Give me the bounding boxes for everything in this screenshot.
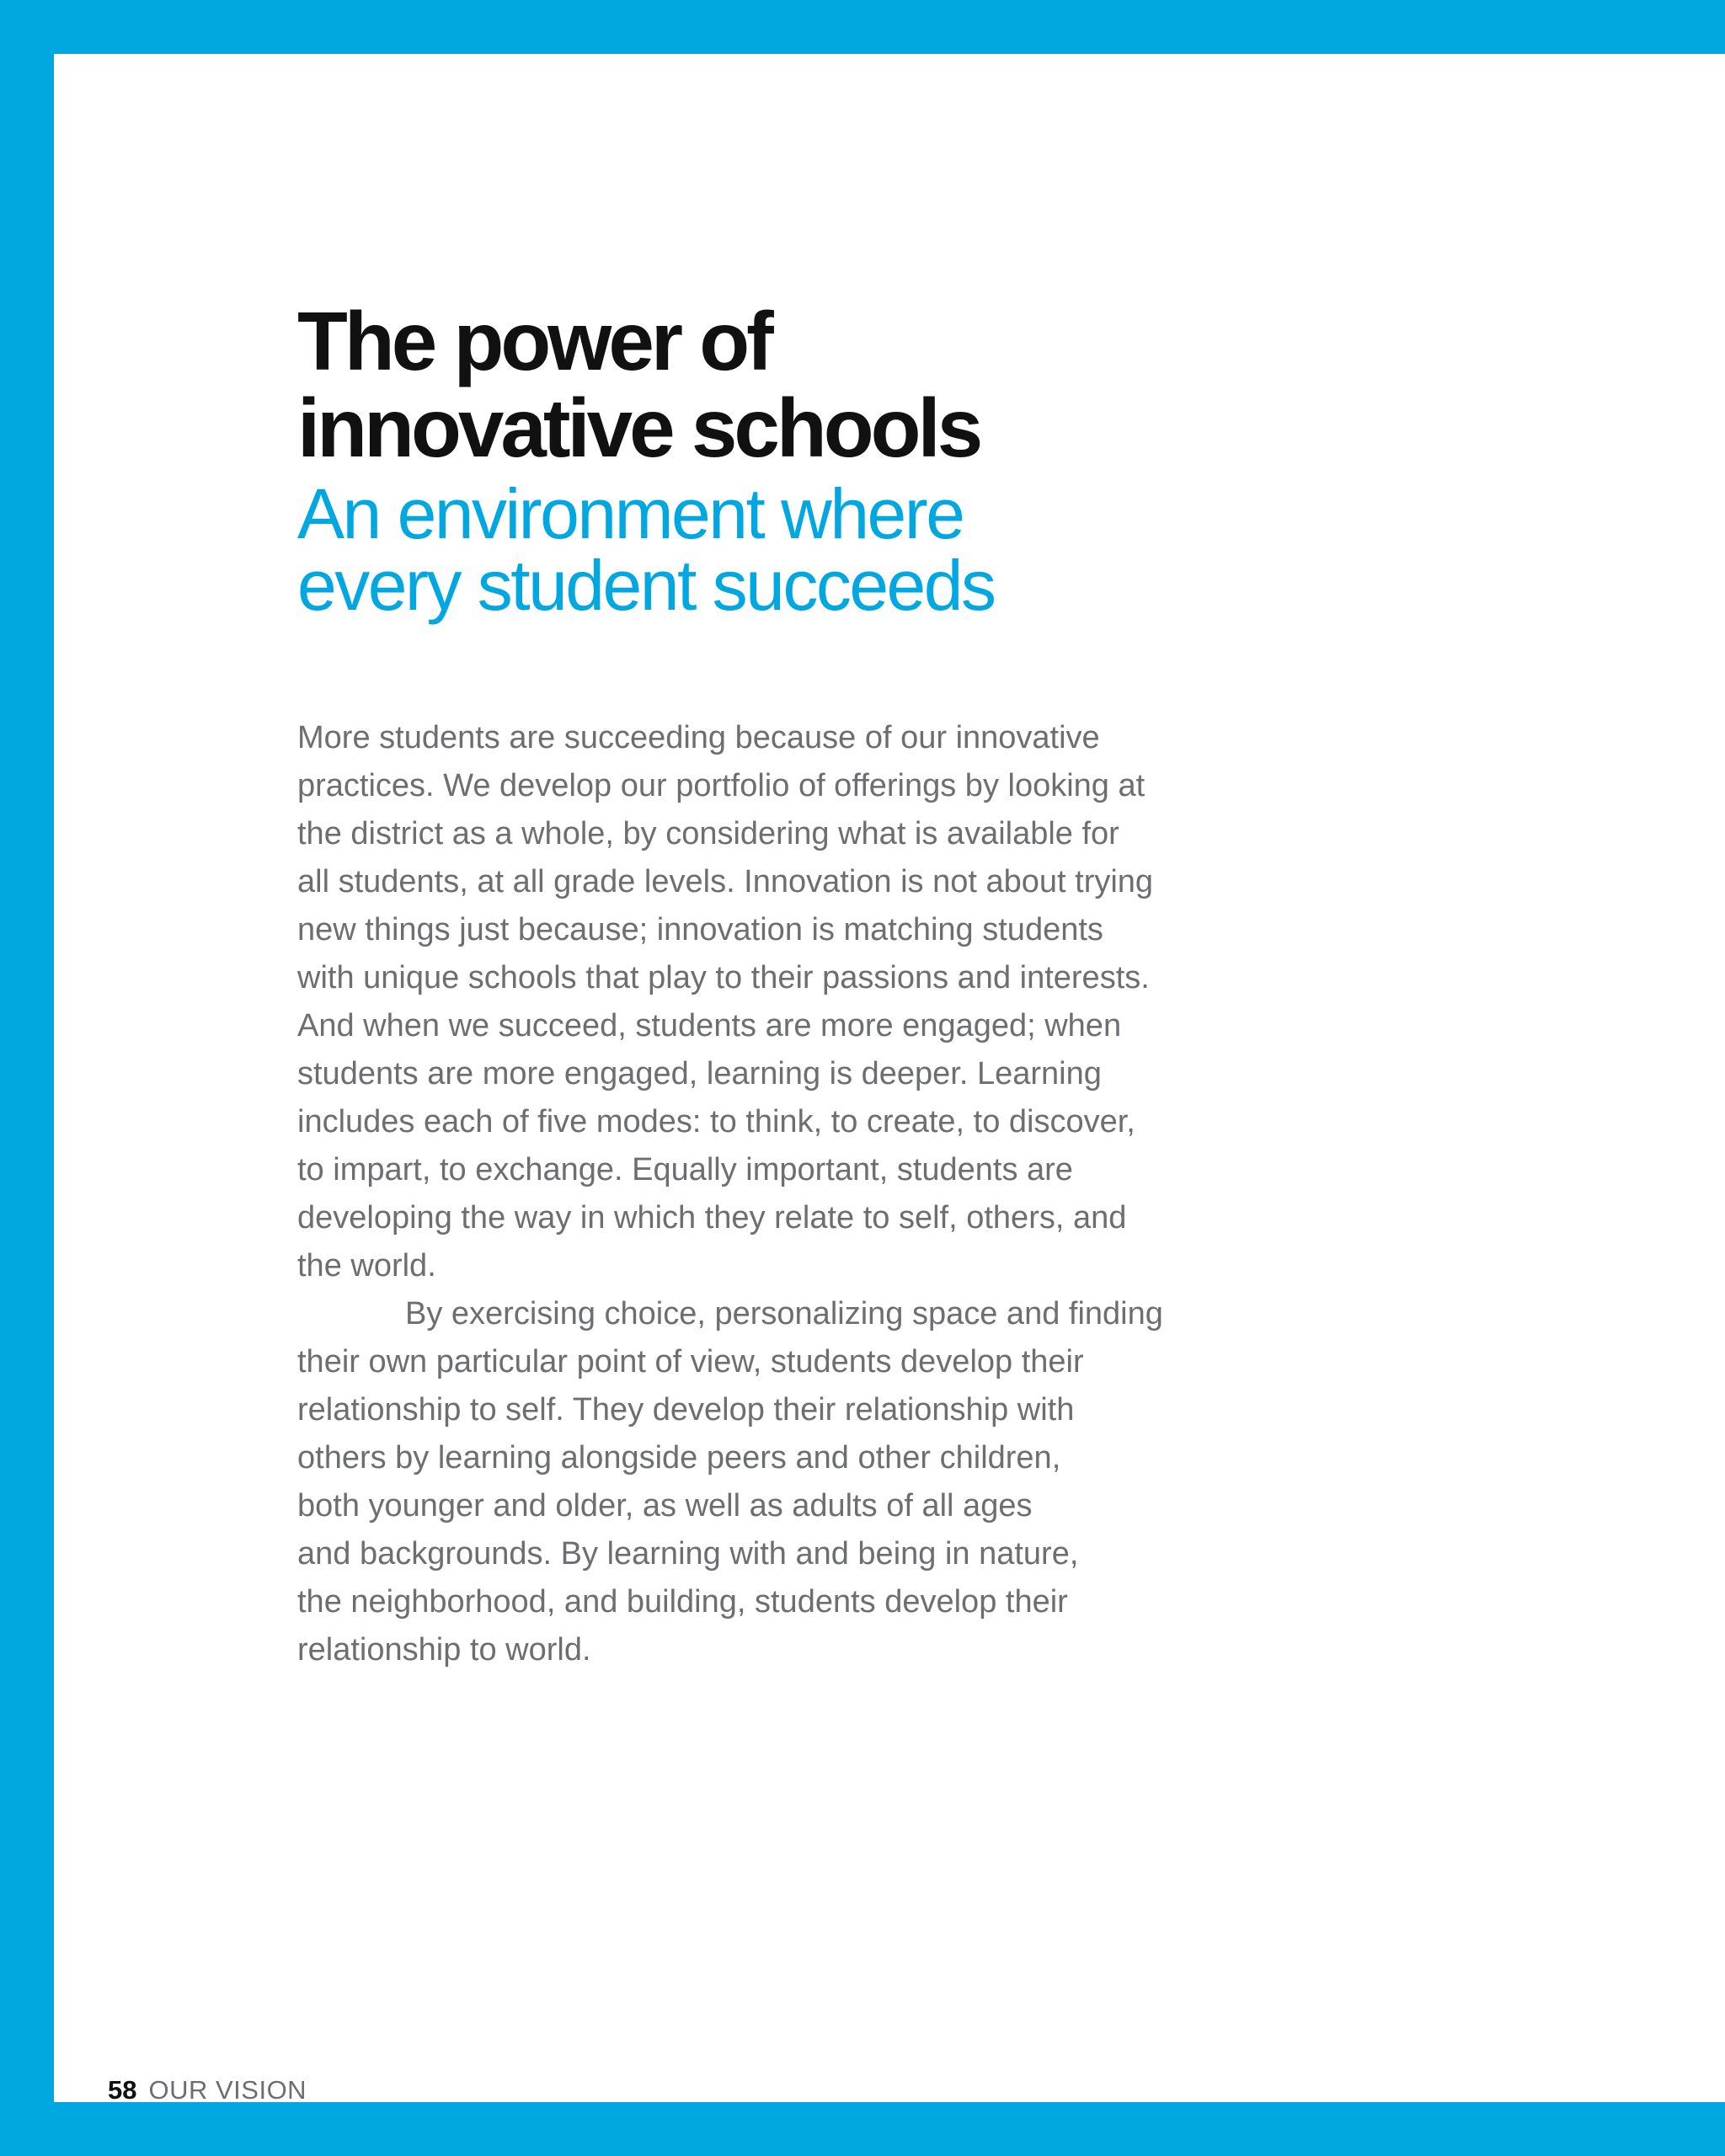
text-line: students are more engaged, learning is deeper. Learning: [297, 1056, 1102, 1091]
text-line: More students are succeeding because of our innovative: [297, 720, 1100, 755]
page: [54, 54, 1725, 2105]
page-title: [297, 295, 1350, 474]
title-line: innovative schools: [297, 382, 980, 474]
text-line: And when we succeed, students are more engaged; when: [297, 1008, 1122, 1043]
paragraph-1: [297, 714, 1350, 1290]
text-line: relationship to world.: [297, 1632, 591, 1668]
text-line: both younger and older, as well as adults of all ages: [297, 1488, 1033, 1524]
page-number: 58: [108, 2075, 137, 2105]
text-line: the world.: [297, 1248, 436, 1283]
subtitle-line: An environment where: [297, 474, 964, 553]
page-footer: [108, 2075, 307, 2105]
text-line: with unique schools that play to their passions and interests.: [297, 960, 1150, 995]
text-line: all students, at all grade levels. Innovation is not about trying: [297, 864, 1154, 899]
text-line: and backgrounds. By learning with and being in nature,: [297, 1536, 1079, 1572]
text-line: the neighborhood, and building, students develop their: [297, 1584, 1068, 1620]
text-line: relationship to self. They develop their relationship with: [297, 1392, 1075, 1428]
text-line: new things just because; innovation is matching students: [297, 912, 1103, 947]
text-line: to impart, to exchange. Equally important, students are: [297, 1152, 1073, 1187]
page-subtitle: [297, 474, 1350, 625]
text-line: the district as a whole, by considering what is available for: [297, 816, 1119, 851]
title-line: The power of: [297, 295, 771, 387]
text-line: includes each of five modes: to think, to create, to discover,: [297, 1104, 1135, 1139]
text-line: their own particular point of view, students develop their: [297, 1344, 1084, 1380]
body-text: [297, 714, 1350, 1674]
section-name: OUR VISION: [148, 2075, 307, 2105]
article: [297, 295, 1350, 1674]
text-line: others by learning alongside peers and other children,: [297, 1440, 1061, 1476]
text-line: developing the way in which they relate to self, others, and: [297, 1200, 1127, 1235]
paragraph-2: [297, 1290, 1350, 1674]
text-line: practices. We develop our portfolio of offerings by looking at: [297, 768, 1146, 803]
text-line: By exercising choice, personalizing space and finding: [405, 1296, 1163, 1331]
subtitle-line: every student succeeds: [297, 546, 995, 625]
